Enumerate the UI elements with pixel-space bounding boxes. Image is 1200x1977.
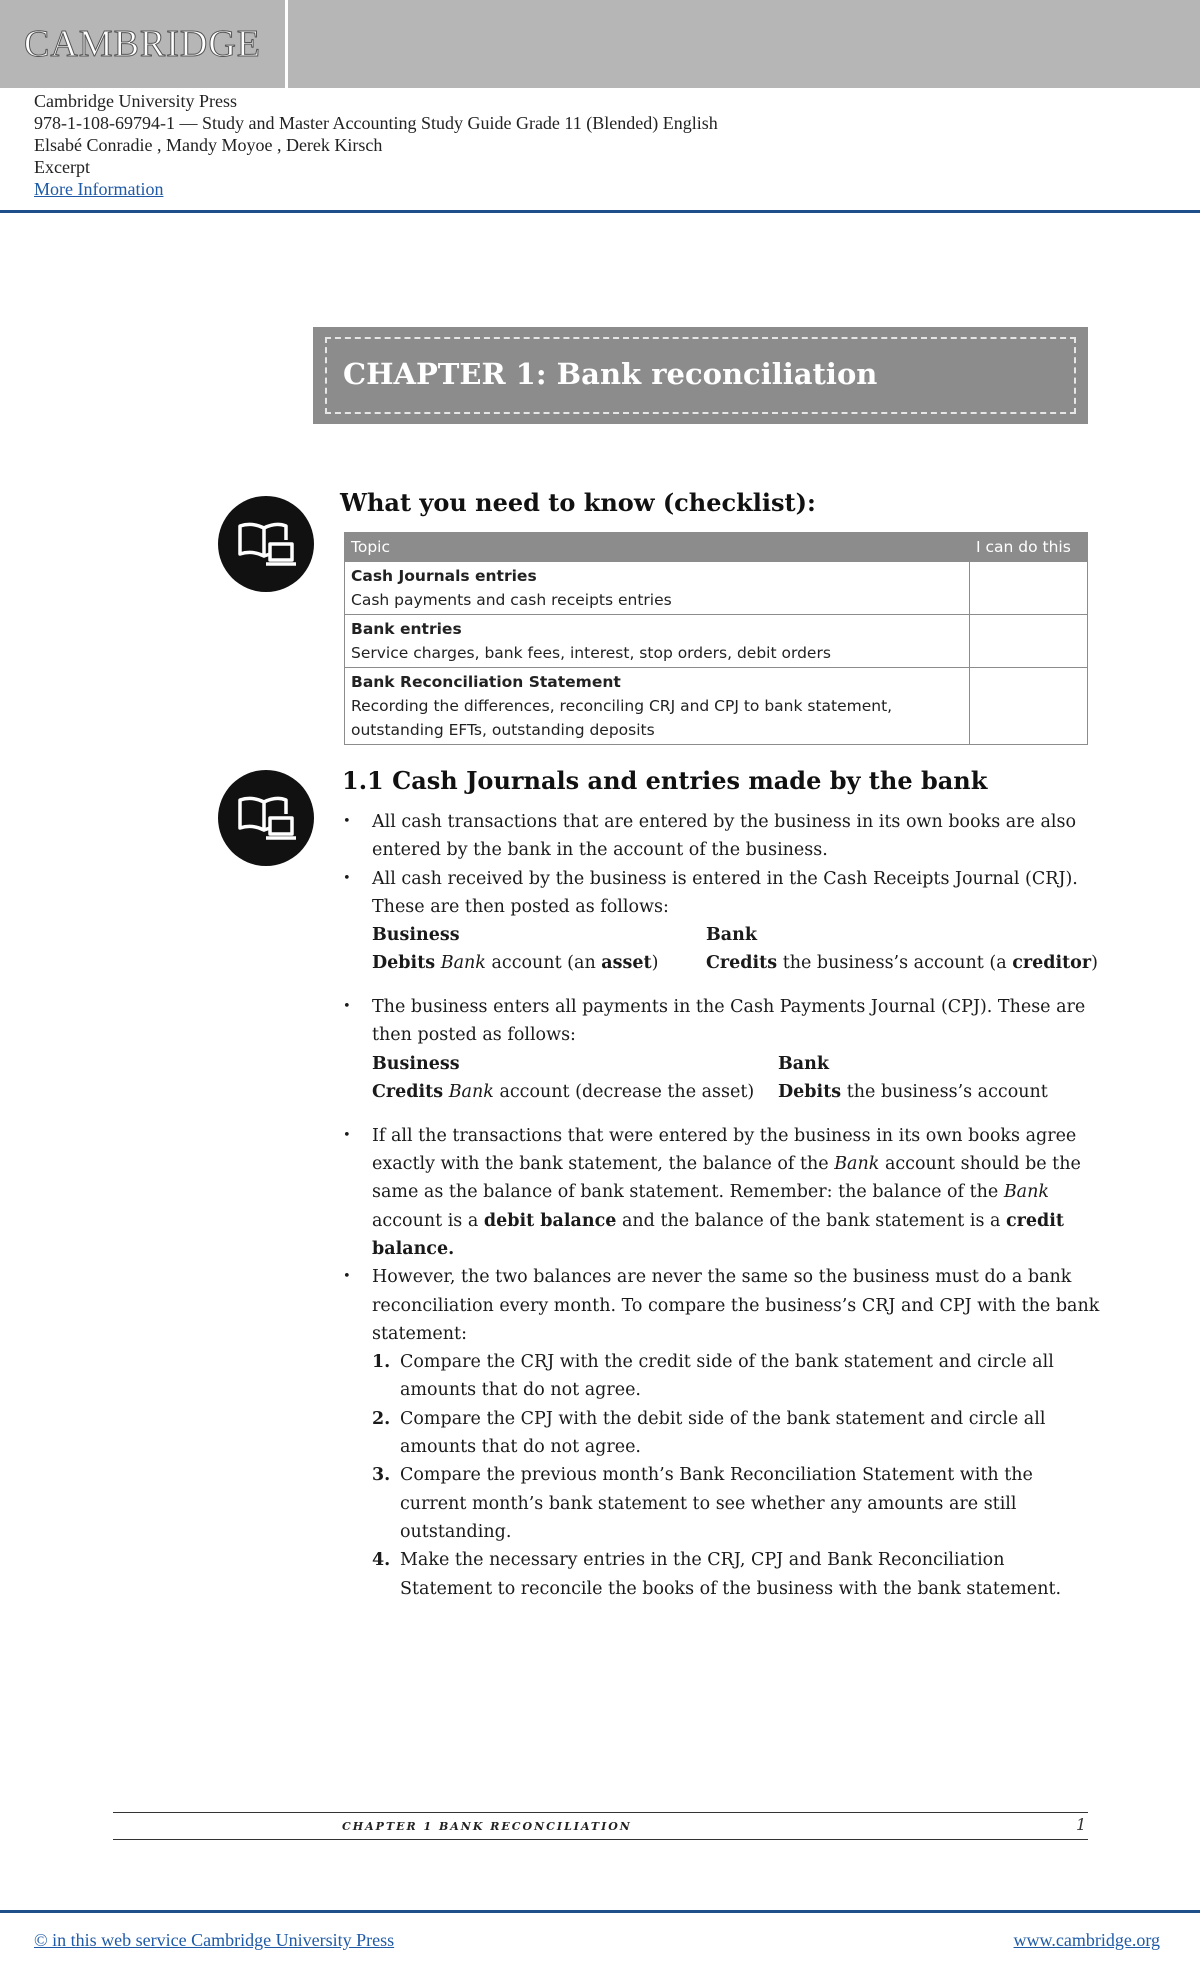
chapter-banner <box>313 327 1088 424</box>
posting-bank-column <box>706 921 1098 978</box>
footer-rule-top <box>113 1812 1088 1813</box>
page-number: 1 <box>1076 1815 1087 1834</box>
step-number: 1. <box>372 1352 391 1373</box>
checklist-heading: What you need to know (checklist): <box>340 488 816 517</box>
topic-cell <box>345 562 970 615</box>
bullet-item: • The business enters all payments in the Cash Payments Journal (CPJ). These are then posted as follows: <box>340 993 1100 1050</box>
can-do-checkbox-cell[interactable] <box>970 562 1088 615</box>
posting-text: ) <box>651 953 659 974</box>
step-text: Compare the CPJ with the debit side of the bank statement and circle all amounts that do not agree. <box>400 1408 1046 1458</box>
copyright-notice <box>34 1930 394 1951</box>
table-header-row <box>345 533 1088 562</box>
posting-verb: Credits <box>706 953 778 974</box>
more-information-link[interactable]: More Information <box>34 179 164 199</box>
book-metadata <box>34 90 718 200</box>
posting-text: account (decrease the asset) <box>499 1082 755 1103</box>
account-name: Bank <box>1003 1182 1049 1203</box>
posting-text: account (an <box>491 953 596 974</box>
topic-title: Bank entries <box>351 620 462 638</box>
topic-description: Recording the differences, reconciling CRJ and CPJ to bank statement, outstanding EFTs, outstanding deposits <box>351 697 893 739</box>
header-rule <box>0 210 1200 213</box>
posting-account: Bank <box>440 953 486 974</box>
topic-description: Service charges, bank fees, interest, stop orders, debit orders <box>351 644 831 662</box>
text: account is a <box>372 1210 479 1231</box>
header-band <box>0 0 1200 88</box>
topic-title: Bank Reconciliation Statement <box>351 673 621 691</box>
copyright-link[interactable]: © in this web service Cambridge University Press <box>34 1930 395 1950</box>
step-number: 2. <box>372 1408 391 1429</box>
numbered-step <box>340 1405 1100 1462</box>
checklist-table <box>344 532 1088 745</box>
posting-text: ) <box>1091 953 1098 974</box>
topic-description: Cash payments and cash receipts entries <box>351 591 672 609</box>
website-link[interactable]: www.cambridge.org <box>1013 1930 1160 1950</box>
column-header-topic: Topic <box>345 533 970 562</box>
posting-bank-label: Bank <box>778 1053 829 1074</box>
cambridge-logo: CAMBRIDGE <box>24 23 262 65</box>
posting-verb: Credits <box>372 1082 444 1103</box>
posting-business-label: Business <box>372 1053 460 1074</box>
posting-bank-column <box>778 1050 1048 1107</box>
posting-verb: Debits <box>778 1082 842 1103</box>
step-number: 4. <box>372 1550 391 1571</box>
posting-emphasis: creditor <box>1012 953 1092 974</box>
account-name: Bank <box>834 1154 880 1175</box>
posting-business-column <box>372 921 658 978</box>
authors: Elsabé Conradie , Mandy Moyoe , Derek Kirsch <box>34 135 383 155</box>
topic-cell <box>345 668 970 745</box>
section-heading: 1.1 Cash Journals and entries made by the bank <box>342 766 988 795</box>
footer-rule-bottom <box>113 1839 1088 1840</box>
step-text: Compare the CRJ with the credit side of the bank statement and circle all amounts that do not agree. <box>400 1352 1054 1401</box>
bullet-item: • All cash received by the business is entered in the Cash Receipts Journal (CRJ). These are then posted as follows: <box>340 865 1100 922</box>
book-laptop-icon <box>218 496 314 592</box>
excerpt-label: Excerpt <box>34 157 90 177</box>
book-laptop-icon <box>218 770 314 866</box>
numbered-step <box>340 1348 1100 1405</box>
text: and the balance of the bank statement is a <box>621 1210 1001 1231</box>
posting-text: the business’s account <box>846 1082 1048 1103</box>
posting-business-label: Business <box>372 925 460 946</box>
bullet-item: • All cash transactions that are entered by the business in its own books are also entered by the bank in the account of the business. <box>340 808 1100 865</box>
posting-bank-label: Bank <box>706 925 757 946</box>
step-text: Make the necessary entries in the CRJ, CPJ and Bank Reconciliation Statement to reconcile the books of the business with the bank statement. <box>400 1550 1062 1599</box>
emphasis: credit balance. <box>372 1210 1064 1259</box>
emphasis: debit balance <box>483 1210 617 1231</box>
topic-title: Cash Journals entries <box>351 567 537 585</box>
step-number: 3. <box>372 1465 391 1486</box>
posting-text: the business’s account (a <box>782 953 1007 974</box>
section-body <box>340 808 1100 1603</box>
running-title: CHAPTER 1 BANK RECONCILIATION <box>342 1820 632 1833</box>
numbered-step <box>340 1461 1100 1546</box>
posting-verb: Debits <box>372 953 436 974</box>
posting-emphasis: asset <box>601 953 652 974</box>
can-do-checkbox-cell[interactable] <box>970 668 1088 745</box>
numbered-step <box>340 1546 1100 1603</box>
table-row <box>345 668 1088 745</box>
bullet-item <box>340 1122 1100 1263</box>
table-row <box>345 615 1088 668</box>
bottom-rule <box>0 1910 1200 1913</box>
column-header-can-do: I can do this <box>970 533 1088 562</box>
logo-box <box>0 0 288 88</box>
text: account should be the same as the balance of bank statement. Remember: the balance of the <box>372 1154 1081 1203</box>
topic-cell <box>345 615 970 668</box>
posting-business-column <box>372 1050 754 1107</box>
isbn-title: 978-1-108-69794-1 — Study and Master Accounting Study Guide Grade 11 (Blended) English <box>34 113 718 133</box>
can-do-checkbox-cell[interactable] <box>970 615 1088 668</box>
publisher: Cambridge University Press <box>34 91 237 111</box>
website <box>1014 1930 1160 1951</box>
posting-table-crj <box>340 921 1100 979</box>
posting-table-cpj <box>340 1050 1100 1108</box>
bullet-item: • However, the two balances are never the same so the business must do a bank reconciliation every month. To compare the business’s CRJ and CPJ with the bank statement: <box>340 1263 1100 1348</box>
table-row <box>345 562 1088 615</box>
step-text: Compare the previous month’s Bank Reconciliation Statement with the current month’s bank statement to see whether any amounts are still outstanding. <box>400 1465 1033 1542</box>
text: If all the transactions that were entered by the business in its own books agree exactly with the bank statement, the balance of the <box>372 1125 1077 1175</box>
chapter-title: CHAPTER 1: Bank reconciliation <box>343 357 878 391</box>
posting-account: Bank <box>448 1082 494 1103</box>
